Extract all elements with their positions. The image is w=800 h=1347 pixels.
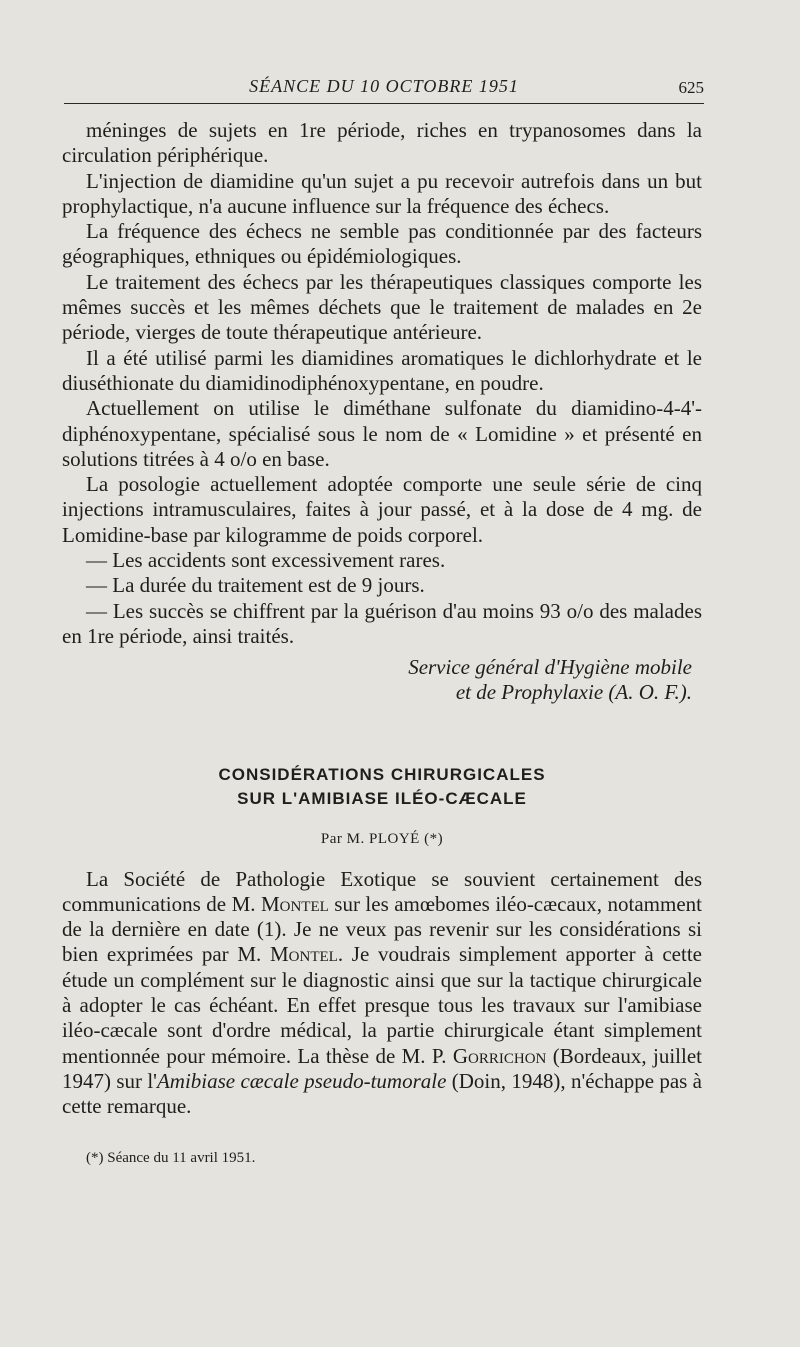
section-title (62, 763, 702, 811)
paragraph: La fréquence des échecs ne semble pas conditionnée par des facteurs géographiques, ethniques ou épidémiologiques. (62, 219, 702, 269)
author-name: Montel (270, 942, 338, 967)
byline: Par M. PLOYÉ (*) (320, 831, 444, 848)
running-header (64, 76, 704, 104)
footnote: (*) Séance du 11 avril 1951. (86, 1149, 256, 1166)
text-body (62, 118, 702, 1171)
section-title-line: CONSIDÉRATIONS CHIRURGICALES (218, 765, 546, 785)
paragraph: La posologie actuellement adoptée comporte une seule série de cinq injections intramusculaires, faites à jour passé, et à la dose de 4 mg. de Lomidine-base par kilogramme de poids corporel. (62, 472, 702, 547)
signature-line: et de Prophylaxie (A. O. F.). (455, 680, 692, 705)
paragraph: — La durée du traitement est de 9 jours. (86, 573, 425, 598)
signature (62, 655, 702, 705)
paragraph: — Les succès se chiffrent par la guérison d'au moins 93 o/o des malades en 1re période, ainsi traités. (62, 598, 702, 648)
paragraph: Le traitement des échecs par les thérapeutiques classiques comporte les mêmes succès et les mêmes déchets que le traitement de malades en 2e période, vierges de toute thérapeutique antérieure. (62, 269, 702, 345)
signature-line: Service général d'Hygiène mobile (408, 655, 692, 680)
paragraph: L'injection de diamidine qu'un sujet a pu recevoir autrefois dans un but prophylactique, n'a aucune influence sur la fréquence des échecs. (62, 168, 702, 218)
page-number: 625 (678, 78, 704, 97)
paragraph: — Les accidents sont excessivement rares. (86, 548, 446, 573)
text-run: La Société de Pathologie Exotique se souvient certainement des communications de M. (62, 866, 702, 916)
text-run: . Je voudrais simplement apporter à cette étude un complément sur le diagnostic ainsi que sur la tactique chirurgicale à adopter le cas échéant. En effet presque tous les travaux sur l'amibiase iléo-cæcale sont d'ordre médical, la partie chirurgicale étant simplement mentionnée pour mémoire. La thèse de M. P. (62, 942, 702, 1068)
paragraph: Actuellement on utilise le diméthane sulfonate du diamidino-4-4'-diphénoxypentane, spécialisé sous le nom de « Lomidine » et présenté en solutions titrées à 4 o/o en base. (62, 396, 702, 471)
header-rule (64, 103, 704, 104)
paragraph: Il a été utilisé parmi les diamidines aromatiques le dichlorhydrate et le diuséthionate du diamidinodiphénoxypentane, en poudre. (62, 345, 702, 395)
paragraph (62, 867, 702, 1120)
paragraph: méninges de sujets en 1re période, riches en trypanosomes dans la circulation périphérique. (62, 118, 702, 168)
text-run: (Bordeaux, juillet 1947) sur l' (62, 1043, 702, 1093)
work-title: Amibiase cæcale pseudo-tumorale (156, 1068, 447, 1093)
text-run: sur les amœbomes iléo-cæcaux, notamment de la dernière en date (1). Je ne veux pas revenir sur les considérations si bien exprimées par M. (62, 891, 702, 967)
section-title-line: SUR L'AMIBIASE ILÉO-CÆCALE (237, 789, 527, 809)
author-name: Gorrichon (452, 1043, 547, 1068)
text-run: (Doin, 1948), n'échappe pas à cette remarque. (62, 1068, 703, 1119)
author-name: Montel (260, 891, 329, 916)
header-title: SÉANCE DU 10 OCTOBRE 1951 (249, 76, 519, 96)
